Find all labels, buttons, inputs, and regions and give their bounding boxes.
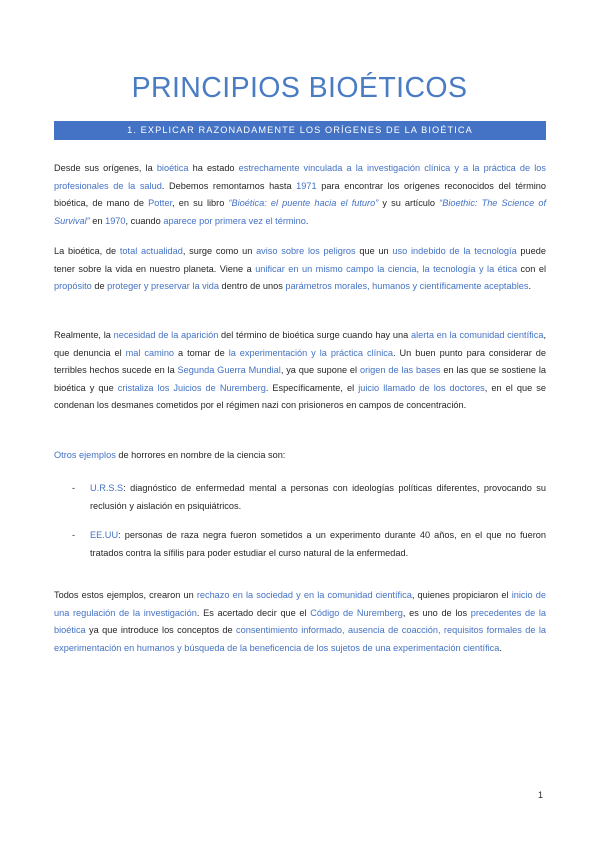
example-country: EE.UU: [90, 530, 119, 541]
list-bullet: -: [72, 530, 76, 541]
highlight-text: total actualidad: [119, 246, 183, 256]
highlight-text: aparece por primera vez el término: [163, 215, 306, 226]
page-number: 1: [537, 790, 543, 800]
highlight-text: propósito: [54, 281, 92, 292]
highlight-text: necesidad de la aparición: [113, 330, 219, 340]
text-run: ha estado: [188, 163, 239, 173]
text-run: . Es acertado decir que el: [196, 607, 311, 618]
list-bullet: -: [72, 483, 76, 493]
text-run: y su artículo: [378, 198, 440, 209]
text-run: Todos estos ejemplos, crearon un: [54, 590, 197, 600]
paragraph-examples-intro: [54, 447, 546, 465]
text-run: , cuando: [125, 215, 164, 226]
highlight-text: Potter: [148, 198, 173, 209]
section-heading: 1. EXPLICAR RAZONADAMENTE LOS ORÍGENES DE LA BIOÉTICA: [54, 121, 546, 140]
highlight-text: 1970: [105, 215, 126, 226]
text-run: que un: [355, 246, 393, 256]
text-run: Desde sus orígenes, la: [54, 163, 157, 173]
paragraph-actuality: [54, 243, 546, 296]
text-run: . Debemos remontarnos hasta: [161, 180, 297, 191]
text-run: del término de bioética surge cuando hay una: [218, 330, 411, 340]
text-run: .: [305, 215, 309, 226]
highlight-text: uso indebido de la tecnología: [392, 246, 517, 256]
text-run: . Específicamente, el: [265, 382, 359, 393]
text-run: en las que se sostiene la bioética y que: [54, 365, 546, 393]
examples-list: [54, 480, 546, 574]
highlight-text: cristaliza los Juicios de Nuremberg: [117, 382, 266, 393]
text-run: dentro de unos: [218, 281, 286, 292]
text-run: de horrores en nombre de la ciencia son:: [115, 450, 286, 460]
text-run: . Un buen punto para considerar de terribles hechos sucede en la: [54, 347, 546, 376]
text-run: , en el que se condenan los desmanes cometidos por el régimen nazi con prisioneros en campos de concentración.: [54, 382, 547, 411]
example-country: U.R.S.S: [90, 483, 124, 493]
highlight-text: estrechamente vinculada a la investigación clínica y a la práctica de los profesionales de la salud: [54, 163, 546, 191]
text-run: , surge como un: [182, 246, 257, 256]
text-run: con el: [517, 263, 546, 274]
text-run: La bioética, de: [54, 246, 120, 256]
paragraph-necessity: [54, 327, 546, 415]
text-run: Realmente, la: [54, 330, 114, 340]
text-run: ya que introduce los conceptos de: [85, 625, 237, 636]
highlight-text: proteger y preservar la vida: [107, 281, 219, 292]
page-title: PRINCIPIOS BIOÉTICOS: [131, 72, 468, 104]
text-run: puede tener sobre la vida en nuestro planeta. Viene a: [54, 246, 546, 274]
text-run: , en su libro: [172, 198, 229, 209]
highlight-text: 1971: [296, 180, 317, 191]
highlight-text: origen de las bases: [359, 365, 441, 376]
highlight-text: Segunda Guerra Mundial: [177, 365, 281, 376]
text-run: .: [528, 281, 532, 292]
highlight-text: aviso sobre los peligros: [256, 246, 356, 256]
text-run: a tomar de: [174, 347, 229, 358]
text-run: para encontrar los orígenes reconocidos del término bioética, de mano de: [54, 180, 546, 209]
highlight-text: unificar en un mismo campo la ciencia, la tecnología y la ética: [255, 263, 518, 274]
article-title: “Bioethic: The Science of Survival”: [54, 198, 547, 226]
example-text: : personas de raza negra fueron sometidos a un experimento durante 40 años, en el que no fueron tratados contra la sífilis para poder estudiar el curso natural de la enfermedad.: [90, 530, 546, 558]
highlight-text: la experimentación y la práctica clínica: [228, 347, 394, 358]
text-run: , es uno de los: [402, 607, 471, 618]
highlight-text: inicio de una regulación de la investigación: [54, 590, 546, 618]
highlight-text: consentimiento informado, ausencia de coacción, requisitos formales de la experimentación en humanos y búsqueda de la beneficencia de los sujetos de una experimentación científica: [54, 625, 546, 653]
highlight-text: parámetros morales, humanos y científicamente aceptables: [285, 281, 529, 292]
highlight-text: rechazo en la sociedad y en la comunidad científica: [196, 590, 412, 600]
text-run: , quienes propiciaron el: [411, 590, 512, 600]
list-item: [54, 527, 546, 562]
highlight-text: mal camino: [125, 347, 175, 358]
highlight-text: Código de Nuremberg: [310, 607, 403, 618]
text-run: de: [91, 281, 108, 292]
text-run: en: [89, 215, 106, 226]
highlight-text: Otros ejemplos: [54, 450, 116, 460]
list-item: [54, 480, 546, 515]
highlight-text: alerta en la comunidad científica: [410, 330, 544, 340]
highlight-text: bioética: [156, 163, 189, 173]
text-run: .: [499, 642, 502, 653]
book-title: “Bioética: el puente hacia el futuro”: [228, 198, 379, 209]
highlight-text: precedentes de la bioética: [54, 607, 546, 636]
text-run: , ya que supone el: [280, 365, 360, 376]
paragraph-conclusion: [54, 587, 546, 657]
paragraph-origins: [54, 160, 546, 230]
highlight-text: juicio llamado de los doctores: [358, 382, 485, 393]
example-text: : diagnóstico de enfermedad mental a personas con ideologías políticas diferentes, provocando su reclusión y aislación en psiquiátricos.: [90, 483, 546, 511]
text-run: , que denuncia el: [54, 330, 546, 358]
